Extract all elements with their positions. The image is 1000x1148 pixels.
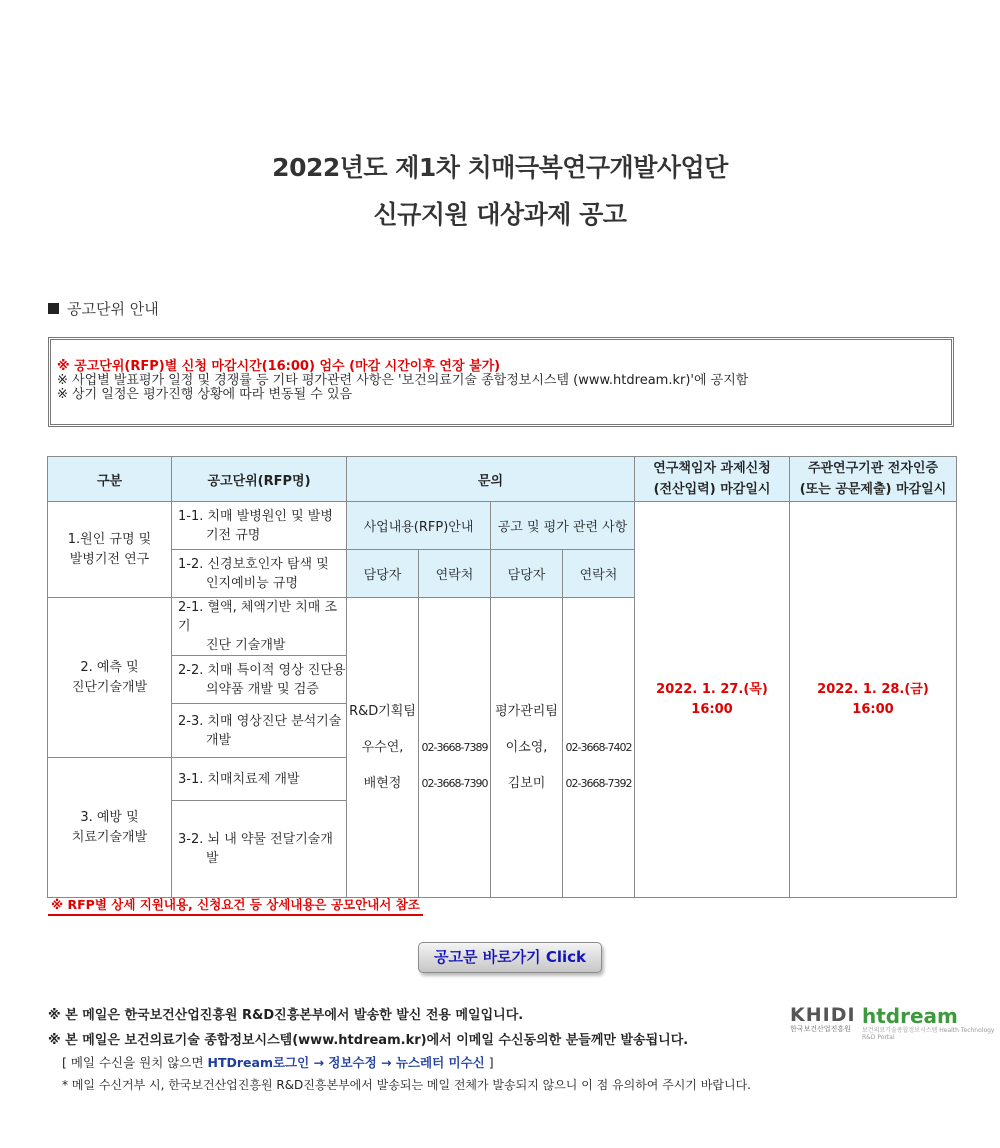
category-cell-2: 2. 예측 및 진단기술개발 <box>48 598 172 758</box>
subheader-evaluation: 공고 및 평가 관련 사항 <box>491 502 635 550</box>
page-title-line1: 2022년도 제1차 치매극복연구개발사업단 <box>272 153 728 182</box>
unsubscribe-path-link[interactable]: HTDream로그인 → 정보수정 → 뉴스레터 미수신 <box>207 1055 485 1070</box>
rfp-1-2: 1-2. 신경보호인자 탐색 및 인지예비능 규명 <box>172 550 347 598</box>
subheader-business: 사업내용(RFP)안내 <box>347 502 491 550</box>
subheader-contact-2: 연락처 <box>563 550 635 598</box>
page-title-line2: 신규지원 대상과제 공고 <box>373 200 627 229</box>
header-deadline-application: 연구책임자 과제신청 (전산입력) 마감일시 <box>635 457 790 502</box>
section-heading <box>48 298 159 319</box>
deadline-application-cell: 2022. 1. 27.(목) 16:00 <box>635 502 790 898</box>
rfp-3-2: 3-2. 뇌 내 약물 전달기술개 발 <box>172 801 347 898</box>
notice-line-evaluation: ※ 사업별 발표평가 일정 및 경쟁률 등 기타 평가관련 사항은 '보건의료기술 종합정보시스템 (www.htdream.kr)'에 공지함 <box>57 373 749 388</box>
square-bullet-icon <box>48 303 59 314</box>
team2-phone-cell: 02-3668-7402 02-3668-7392 <box>563 598 635 898</box>
subheader-person-2: 담당자 <box>491 550 563 598</box>
category-cell-1: 1.원인 규명 및 발병기전 연구 <box>48 502 172 598</box>
footer-line-consent: ※ 본 메일은 보건의료기술 종합정보시스템(www.htdream.kr)에서 이메일 수신동의한 분들께만 발송됩니다. <box>48 1033 689 1048</box>
rfp-2-2: 2-2. 치매 특이적 영상 진단용 의약품 개발 및 검증 <box>172 656 347 704</box>
khidi-logo: KHIDI 한국보건산업진흥원 <box>790 1004 856 1033</box>
announcement-link-button[interactable]: 공고문 바로가기 Click <box>418 942 602 973</box>
notice-line-schedule: ※ 상기 일정은 평가진행 상황에 따라 변동될 수 있음 <box>57 387 353 402</box>
subheader-contact-1: 연락처 <box>419 550 491 598</box>
header-rfp: 공고단위(RFP명) <box>172 457 347 502</box>
team2-person-cell: 평가관리팀 이소영, 김보미 <box>491 598 563 898</box>
header-deadline-certification: 주관연구기관 전자인증 (또는 공문제출) 마감일시 <box>790 457 957 502</box>
footer-line-warning: * 메일 수신거부 시, 한국보건산업진흥원 R&D진흥본부에서 발송되는 메일 전체가 발송되지 않으니 이 점 유의하여 주시기 바랍니다. <box>62 1078 751 1092</box>
header-category: 구분 <box>48 457 172 502</box>
section-heading-text: 공고단위 안내 <box>67 300 159 318</box>
htdream-logo: htdream 보건의료기술종합정보시스템 Health Technology R&D Portal <box>862 1004 995 1041</box>
team1-person-cell: R&D기획팀 우수연, 배현정 <box>347 598 419 898</box>
rfp-detail-note: ※ RFP별 상세 지원내용, 신청요건 등 상세내용은 공모안내서 참조 <box>48 895 423 916</box>
rfp-2-1: 2-1. 혈액, 체액기반 치매 조기 진단 기술개발 <box>172 598 347 656</box>
rfp-2-3: 2-3. 치매 영상진단 분석기술 개발 <box>172 704 347 758</box>
notice-line-deadline: ※ 공고단위(RFP)별 신청 마감시간(16:00) 엄수 (마감 시간이후 연장 불가) <box>57 359 501 374</box>
header-inquiry: 문의 <box>347 457 635 502</box>
notice-box <box>48 337 954 427</box>
rfp-table <box>47 456 957 898</box>
rfp-1-1: 1-1. 치매 발병원인 및 발병 기전 규명 <box>172 502 347 550</box>
footer-line-unsubscribe: [ 메일 수신을 원치 않으면 HTDream로그인 → 정보수정 → 뉴스레터 미수신 ] <box>62 1055 494 1070</box>
subheader-person-1: 담당자 <box>347 550 419 598</box>
rfp-3-1: 3-1. 치매치료제 개발 <box>172 758 347 801</box>
footer-line-sender: ※ 본 메일은 한국보건산업진흥원 R&D진흥본부에서 발송한 발신 전용 메일입니다. <box>48 1008 524 1023</box>
category-cell-3: 3. 예방 및 치료기술개발 <box>48 758 172 898</box>
deadline-certification-cell: 2022. 1. 28.(금) 16:00 <box>790 502 957 898</box>
team1-phone-cell: 02-3668-7389 02-3668-7390 <box>419 598 491 898</box>
